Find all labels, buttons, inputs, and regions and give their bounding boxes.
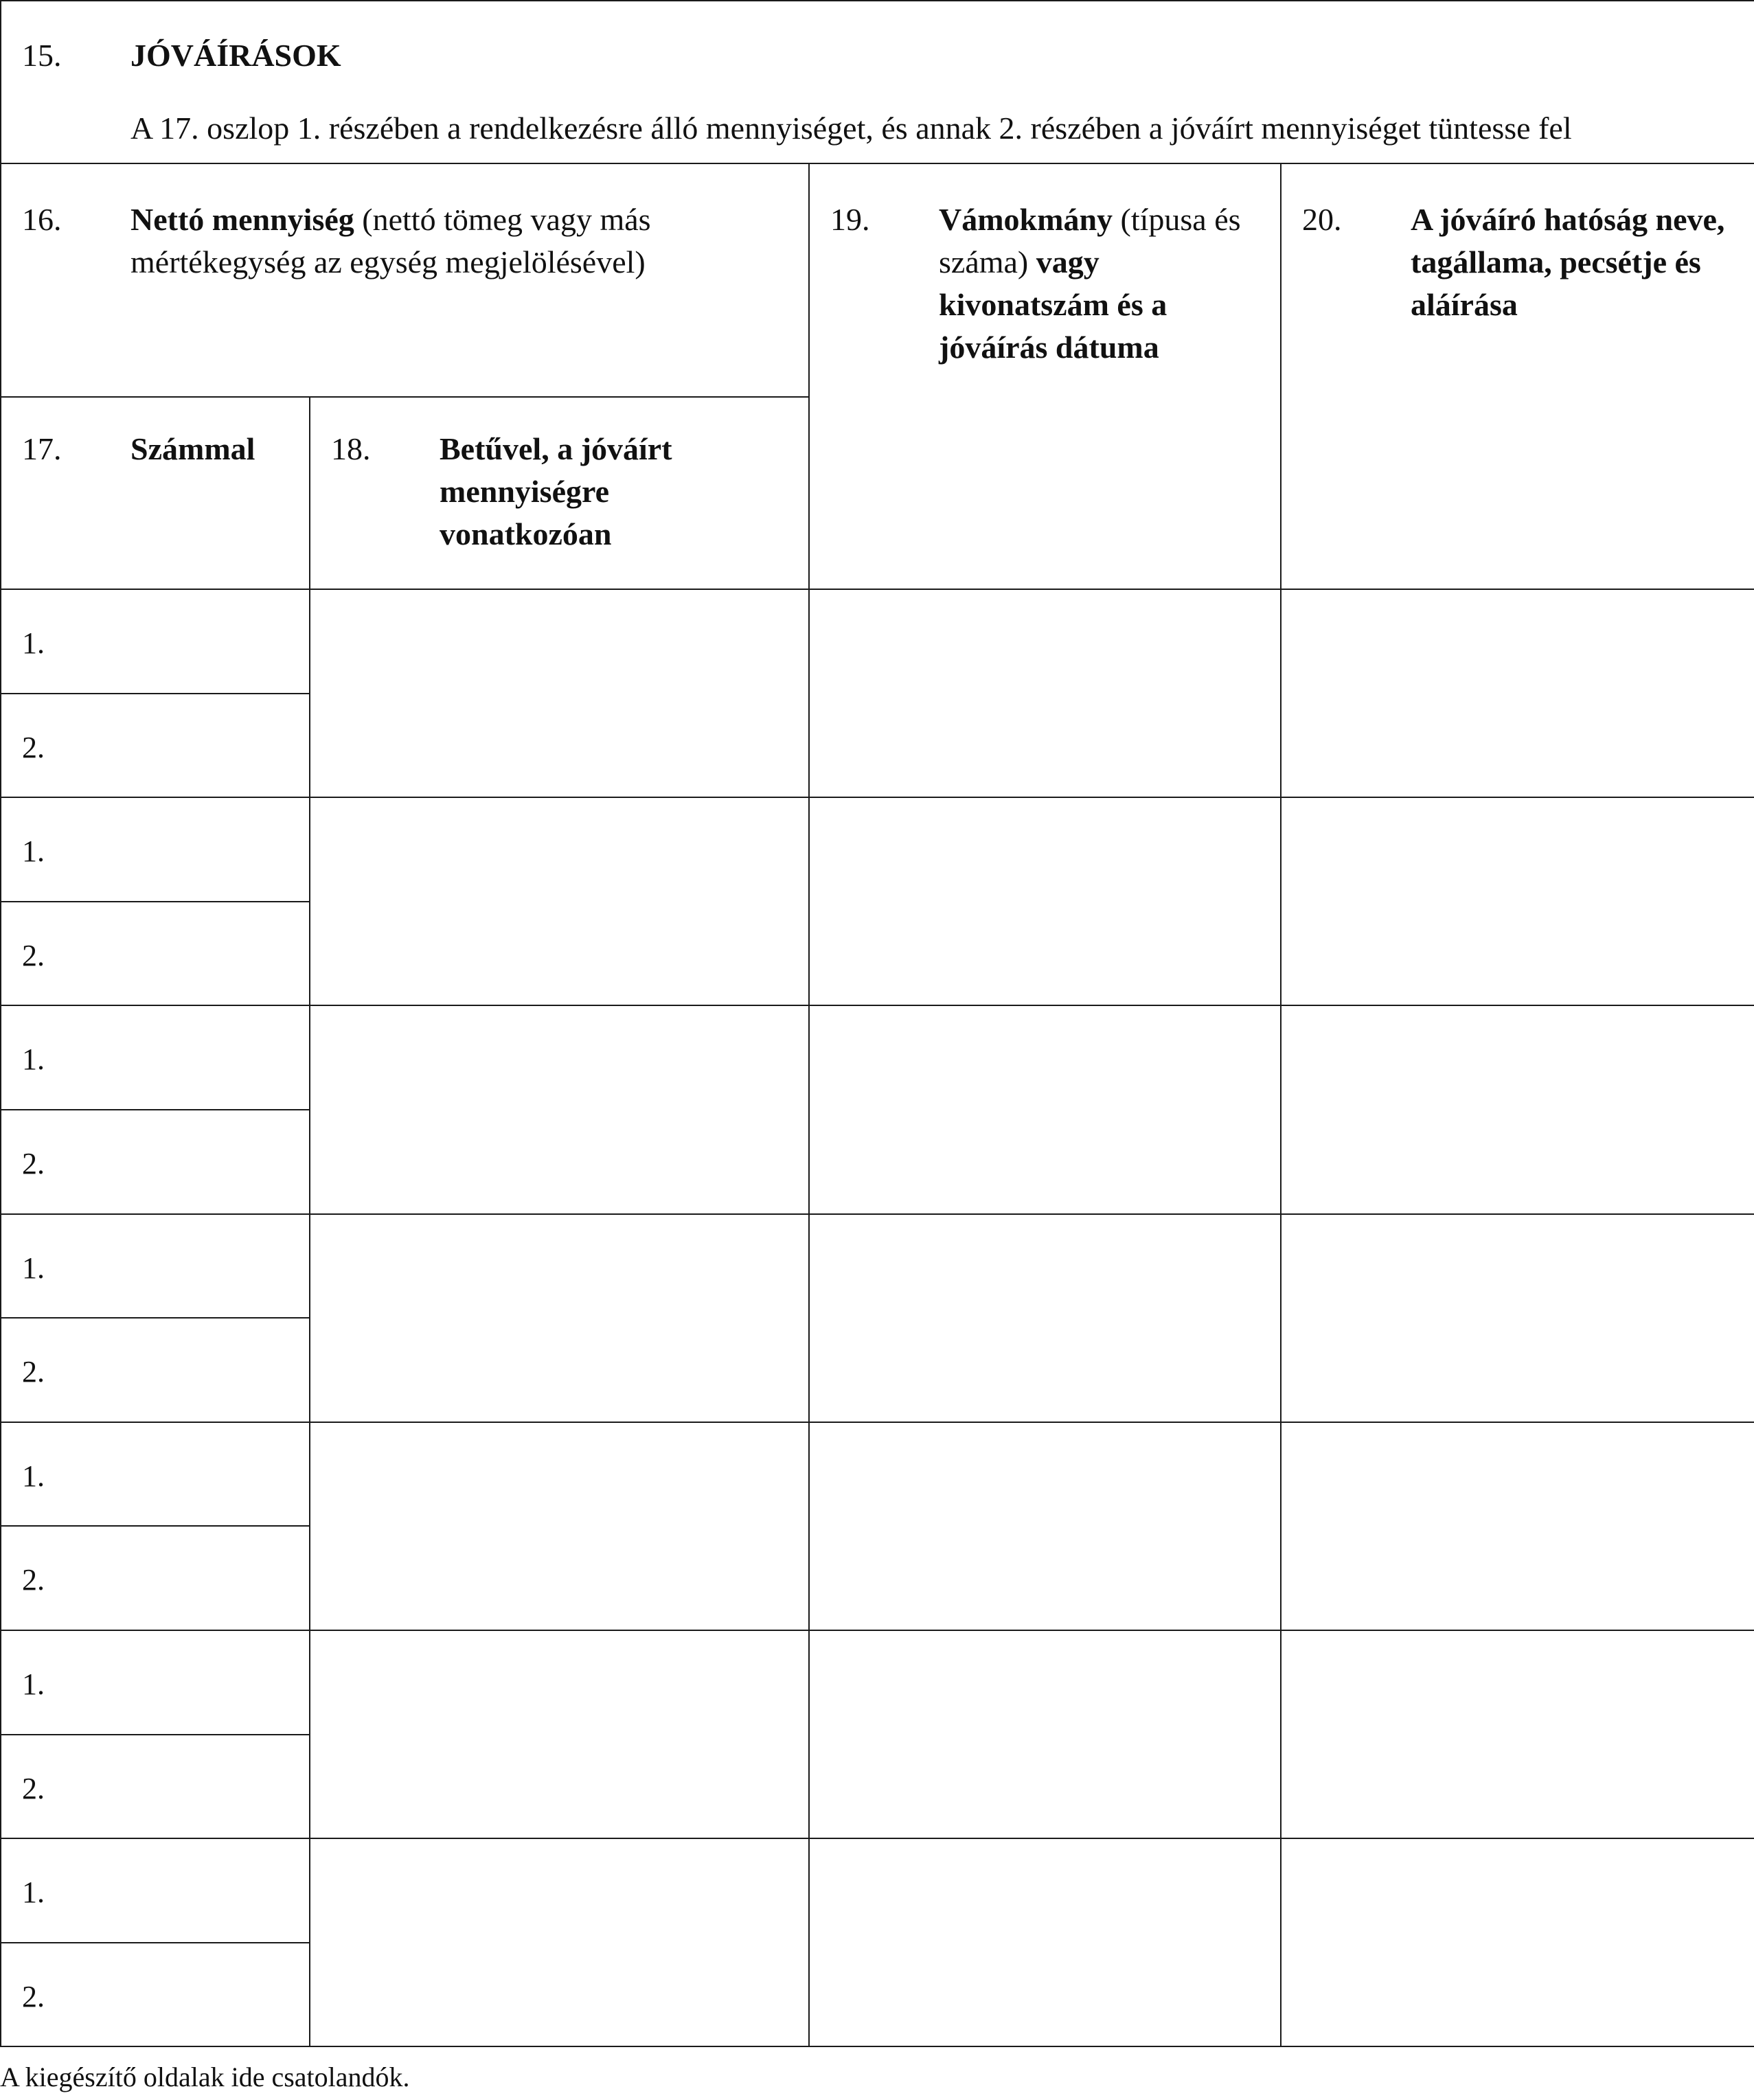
section-15-header (1, 1, 1754, 163)
entry-part-2-cell[interactable] (1, 1318, 310, 1422)
entry-part-2-cell[interactable] (1, 1943, 310, 2047)
col-20-header (1281, 163, 1754, 589)
entry-part-2-cell[interactable] (1, 694, 310, 798)
col-18-title: Betűvel, a jóváírt mennyiségre vonatkozóan (440, 431, 672, 551)
col-19-detail: (típusa és száma) (939, 202, 1241, 279)
col-17-header (1, 397, 310, 589)
col-19-label (939, 198, 1268, 369)
entry-row (1, 1005, 1754, 1110)
entry-authority-cell[interactable] (1281, 589, 1754, 797)
entry-authority-cell[interactable] (1281, 1422, 1754, 1630)
entry-part-1-label: 1. (22, 1251, 45, 1285)
entry-part-2-cell[interactable] (1, 1110, 310, 1214)
entry-part-1-cell[interactable] (1, 1214, 310, 1319)
entry-authority-cell[interactable] (1281, 1838, 1754, 2046)
entry-row (1, 1422, 1754, 1527)
entry-part-1-label: 1. (22, 626, 45, 660)
entry-in-words-cell[interactable] (310, 1630, 809, 1838)
entry-customs-document-cell[interactable] (809, 1838, 1281, 2046)
entry-part-2-label: 2. (22, 1979, 45, 2013)
col-17-title: Számmal (130, 431, 255, 466)
entry-row (1, 1214, 1754, 1319)
entry-part-2-label: 2. (22, 1563, 45, 1597)
col-18-header (310, 397, 809, 589)
entry-part-1-cell[interactable] (1, 1005, 310, 1110)
entry-part-1-cell[interactable] (1, 1422, 310, 1527)
col-19-number: 19. (830, 202, 870, 237)
section-15-instruction: A 17. oszlop 1. részében a rendelkezésre álló mennyiséget, és annak 2. részében a jóváírt mennyiséget tüntesse fel (130, 111, 1572, 146)
entry-in-words-cell[interactable] (310, 1422, 809, 1630)
section-15-number: 15. (22, 38, 62, 73)
entry-part-2-label: 2. (22, 730, 45, 764)
col-18-number: 18. (331, 431, 371, 466)
col-16-title: Nettó mennyiség (130, 202, 354, 237)
entry-part-2-label: 2. (22, 1355, 45, 1389)
col-19-header (809, 163, 1281, 589)
entry-authority-cell[interactable] (1281, 1214, 1754, 1422)
entry-part-1-label: 1. (22, 1667, 45, 1701)
entry-part-2-label: 2. (22, 1771, 45, 1805)
col-16-label (130, 198, 721, 284)
entry-part-1-cell[interactable] (1, 797, 310, 902)
entry-part-1-label: 1. (22, 1875, 45, 1910)
footnote: A kiegészítő oldalak ide csatolandók. (0, 2062, 410, 2092)
entry-row (1, 1630, 1754, 1735)
entry-authority-cell[interactable] (1281, 1630, 1754, 1838)
entry-part-1-label: 1. (22, 1042, 45, 1077)
entry-in-words-cell[interactable] (310, 1214, 809, 1422)
entry-authority-cell[interactable] (1281, 1005, 1754, 1213)
entry-part-2-label: 2. (22, 1146, 45, 1180)
entry-customs-document-cell[interactable] (809, 1005, 1281, 1213)
entry-customs-document-cell[interactable] (809, 797, 1281, 1005)
entry-authority-cell[interactable] (1281, 797, 1754, 1005)
col-20-number: 20. (1302, 202, 1342, 237)
entry-part-2-cell[interactable] (1, 902, 310, 1006)
col-20-title: A jóváíró hatóság neve, tagállama, pecsétje és aláírása (1411, 202, 1725, 322)
entry-row (1, 1838, 1754, 1943)
entry-customs-document-cell[interactable] (809, 1630, 1281, 1838)
col-19-title2: vagy kivonatszám és a jóváírás dátuma (939, 244, 1168, 365)
entry-customs-document-cell[interactable] (809, 1422, 1281, 1630)
entry-part-1-cell[interactable] (1, 1838, 310, 1943)
entry-customs-document-cell[interactable] (809, 1214, 1281, 1422)
entry-part-1-cell[interactable] (1, 589, 310, 694)
col-16-header (1, 163, 809, 397)
entry-part-2-cell[interactable] (1, 1735, 310, 1839)
section-15-title: JÓVÁÍRÁSOK (130, 38, 341, 73)
entry-part-1-label: 1. (22, 1459, 45, 1493)
entry-customs-document-cell[interactable] (809, 589, 1281, 797)
col-19-title: Vámokmány (939, 202, 1113, 237)
entry-in-words-cell[interactable] (310, 1838, 809, 2046)
col-16-number: 16. (22, 202, 62, 237)
entry-row (1, 589, 1754, 694)
entry-part-1-cell[interactable] (1, 1630, 310, 1735)
entry-part-2-label: 2. (22, 938, 45, 972)
col-17-number: 17. (22, 431, 62, 466)
entry-in-words-cell[interactable] (310, 1005, 809, 1213)
entry-row (1, 797, 1754, 902)
entry-part-2-cell[interactable] (1, 1526, 310, 1630)
entry-in-words-cell[interactable] (310, 797, 809, 1005)
entry-part-1-label: 1. (22, 834, 45, 869)
col-16-detail: (nettó tömeg vagy más mértékegység az egység megjelölésével) (130, 202, 651, 279)
entry-in-words-cell[interactable] (310, 589, 809, 797)
